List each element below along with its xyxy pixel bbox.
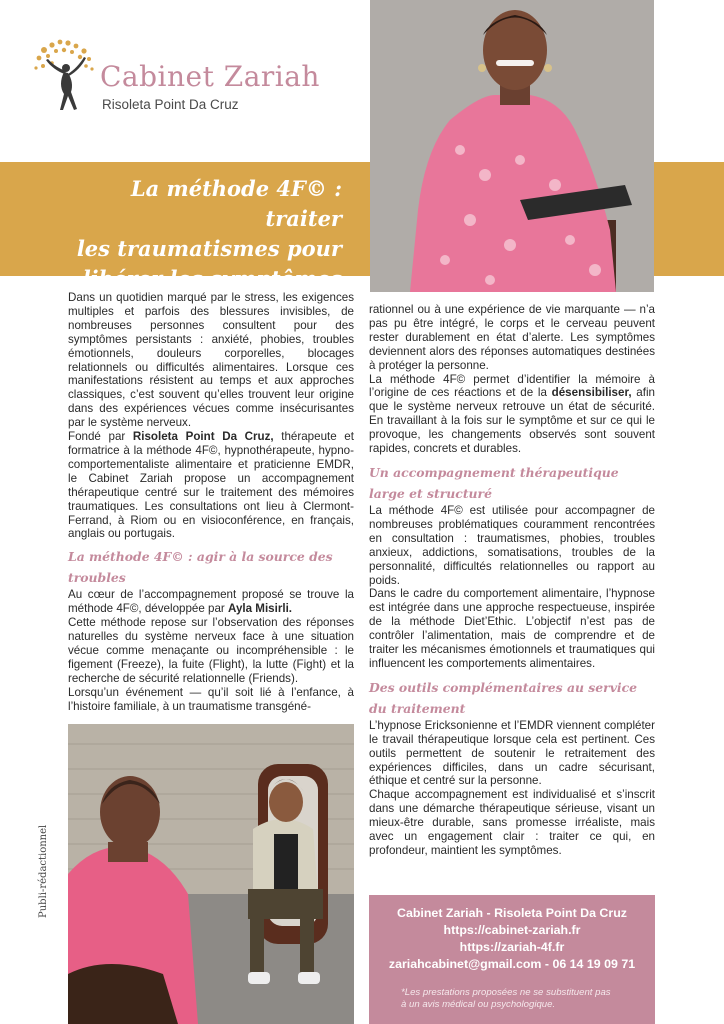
headline-line: La méthode 4F© : traiter [130, 176, 342, 231]
publi-label: Publi-rédactionnel [38, 824, 49, 918]
headline-line: les traumatismes pour [76, 236, 342, 261]
paragraph [369, 373, 655, 456]
paragraph: Dans un quotidien marqué par le stress, les exigences multiples et parfois des blessures invisibles, de nombreuses personnes consultent pour des symptômes persistants : anxiété, phobies, troubles émotionnels, douleurs corporelles, blocages relationnels ou difficultés alimentaires. Lorsque ces manifestations résistent au temps et aux approches classiques, c’est souvent qu’elles trouvent leur origine dans des expériences vécues comme insécurisantes par le système nerveux. [68, 291, 354, 430]
contact-box [369, 895, 655, 1024]
website-link[interactable]: https://zariah-4f.fr [459, 940, 565, 954]
disclaimer-line: à un avis médical ou psychologique. [401, 999, 556, 1010]
paragraph: Lorsqu’un événement — qu’il soit lié à l’enfance, à l’histoire familiale, à un traumatisme transgéné- [68, 685, 354, 713]
text: afin que le système nerveux retrouve un état de sécurité. En travaillant à la fois sur le symptôme et sur ce qui le provoque, les changements observés sont souvent rapides, concrets et durables. [369, 386, 655, 456]
brand-subtitle: Risoleta Point Da Cruz [102, 97, 239, 112]
paragraph [68, 430, 354, 541]
text: La méthode 4F© permet d’identifier la mémoire à l’origine de ces réactions et de la [369, 372, 655, 400]
section-heading: Des outils complémentaires au service du traitement [369, 679, 638, 716]
logo-icon [30, 36, 102, 116]
section-heading: Un accompagnement thérapeutique large et structuré [369, 464, 619, 501]
founder-name: Risoleta Point Da Cruz, [132, 430, 274, 444]
section-heading: La méthode 4F© : agir à la source des troubles [68, 549, 333, 586]
headline-line: libérer les symptômes [82, 266, 342, 291]
therapy-session-photo [68, 724, 354, 1024]
paragraph [68, 588, 354, 616]
text: Au cœur de l’accompagnement proposé se trouve la méthode 4F©, développée par [68, 588, 354, 616]
disclaimer [369, 987, 655, 1011]
website-link[interactable]: https://cabinet-zariah.fr [443, 923, 581, 937]
paragraph: Dans le cadre du comportement alimentaire, l’hypnose est intégrée dans une approche respectueuse, inspirée de la méthode Diet’Ethic. L’objectif n’est pas de contrôler l’alimentation, mais de comprendre et de traiter les mécanismes émotionnels et traumatiques qui influencent les comportements alimentaires. [369, 587, 655, 670]
therapist-portrait-photo [370, 0, 654, 292]
brand-name: Cabinet Zariah [100, 60, 320, 93]
paragraph: Chaque accompagnement est individualisé et s’inscrit dans une démarche thérapeutique sérieuse, visant un mieux-être durable, sans promesse irréaliste, mais avec un engagement clair : traiter ce qui, en profondeur, maintient les symptômes. [369, 788, 655, 857]
paragraph: La méthode 4F© est utilisée pour accompagner de nombreuses problématiques couramment rencontrées en consultation : traumatismes, phobies, troubles anxieux, addictions, somatisations, troubles de la personnalité, difficultés relationnelles ou rapport au poids. [369, 503, 655, 587]
paragraph: L’hypnose Ericksonienne et l’EMDR viennent compléter le travail thérapeutique lorsque cela est pertinent. Ces outils permettent de soutenir le retraitement des expériences difficiles, dans un cadre sécurisant, éthique et centré sur la personne. [369, 718, 655, 788]
emphasis: désensibiliser, [551, 386, 632, 400]
text: Fondé par [68, 430, 133, 444]
disclaimer-line: *Les prestations proposées ne se substituent pas [401, 987, 611, 998]
article-column-1 [68, 291, 354, 713]
article-column-2 [369, 303, 655, 858]
contact-name: Cabinet Zariah - Risoleta Point Da Cruz [397, 906, 627, 920]
email-phone[interactable]: zariahcabinet@gmail.com - 06 14 19 09 71 [388, 957, 636, 971]
side-label [30, 808, 50, 918]
paragraph: rationnel ou à une expérience de vie marquante — n’a pas pu être intégré, le corps et le cerveau peuvent rester durablement en état d’alerte. Les symptômes deviennent alors des réponses automatiques destinées à protéger la personne. [369, 303, 655, 372]
paragraph: Cette méthode repose sur l’observation des réponses naturelles du système nerveux face à une situation vécue comme menaçante ou incompréhensible : le figement (Freeze), la fuite (Flight), la lutte (Fight) et la recherche de sécurité relationnelle (Friends). [68, 616, 354, 685]
page-title [60, 174, 342, 294]
text: thérapeute et formatrice à la méthode 4F©, hypnothérapeute, hypno-comportementaliste alimentaire et praticienne EMDR, le Cabinet Zariah propose un accompagnement thérapeutique centré sur le traitement des mémoires traumatiques. Les consultations ont lieu à Clermont-Ferrand, à Riom ou en visioconférence, en français, anglais ou portugais. [68, 430, 354, 541]
author-name: Ayla Misirli. [228, 602, 293, 616]
